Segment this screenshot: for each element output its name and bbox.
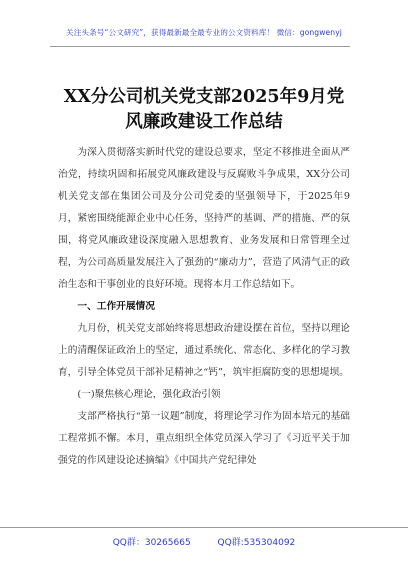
document-title: XX分公司机关党支部2025年9月党风廉政建设工作总结 — [63, 87, 345, 132]
intro-paragraph: 为深入贯彻落实新时代党的建设总要求，坚定不移推进全面从严治党，持续巩固和拓展党风廉政建设与反腐败斗争成果，XX分公司机关党支部在集团公司及分公司党委的坚强领导下，于2025年9月，紧密围绕能源企业中心任务，坚持严的基调、严的措施、严的氛围，将党风廉政建设深度融入思想教育、业务发展和日常管理全过程，为公司高质量发展注入了强劲的“廉动力”，营造了风清气正的政治生态和干事创业的良好环境。现将本月工作总结如下。 — [58, 147, 350, 290]
header-divider — [50, 46, 350, 47]
footer-divider — [0, 527, 408, 528]
footer-qq-group-1: QQ群：30265665 — [112, 538, 191, 548]
subsection-heading: (一)聚焦核心理论，强化政治引领 — [77, 389, 221, 400]
header-notice: 关注头条号“公文研究”，获得最新最全最专业的公文资料库！ 微信：gongwenyj — [66, 28, 342, 37]
document-body — [58, 142, 350, 472]
footer-qq-group-2: QQ群:535304092 — [217, 538, 296, 548]
footer — [0, 535, 408, 548]
section-paragraph: 九月份，机关党支部始终将思想政治建设摆在首位，坚持以理论上的清醒保证政治上的坚定，通过系统化、常态化、多样化的学习教育，引导全体党员干部补足精神之“钙”，筑牢拒腐防变的思想堤坝。 — [58, 323, 350, 378]
subsection-paragraph: 支部严格执行“第一议题”制度，将理论学习作为固本培元的基础工程常抓不懈。本月，重点组织全体党员深入学习了《习近平关于加强党的作风建设论述摘编》《中国共产党纪律处 — [58, 411, 350, 466]
section-heading: 一、工作开展情况 — [77, 301, 155, 312]
